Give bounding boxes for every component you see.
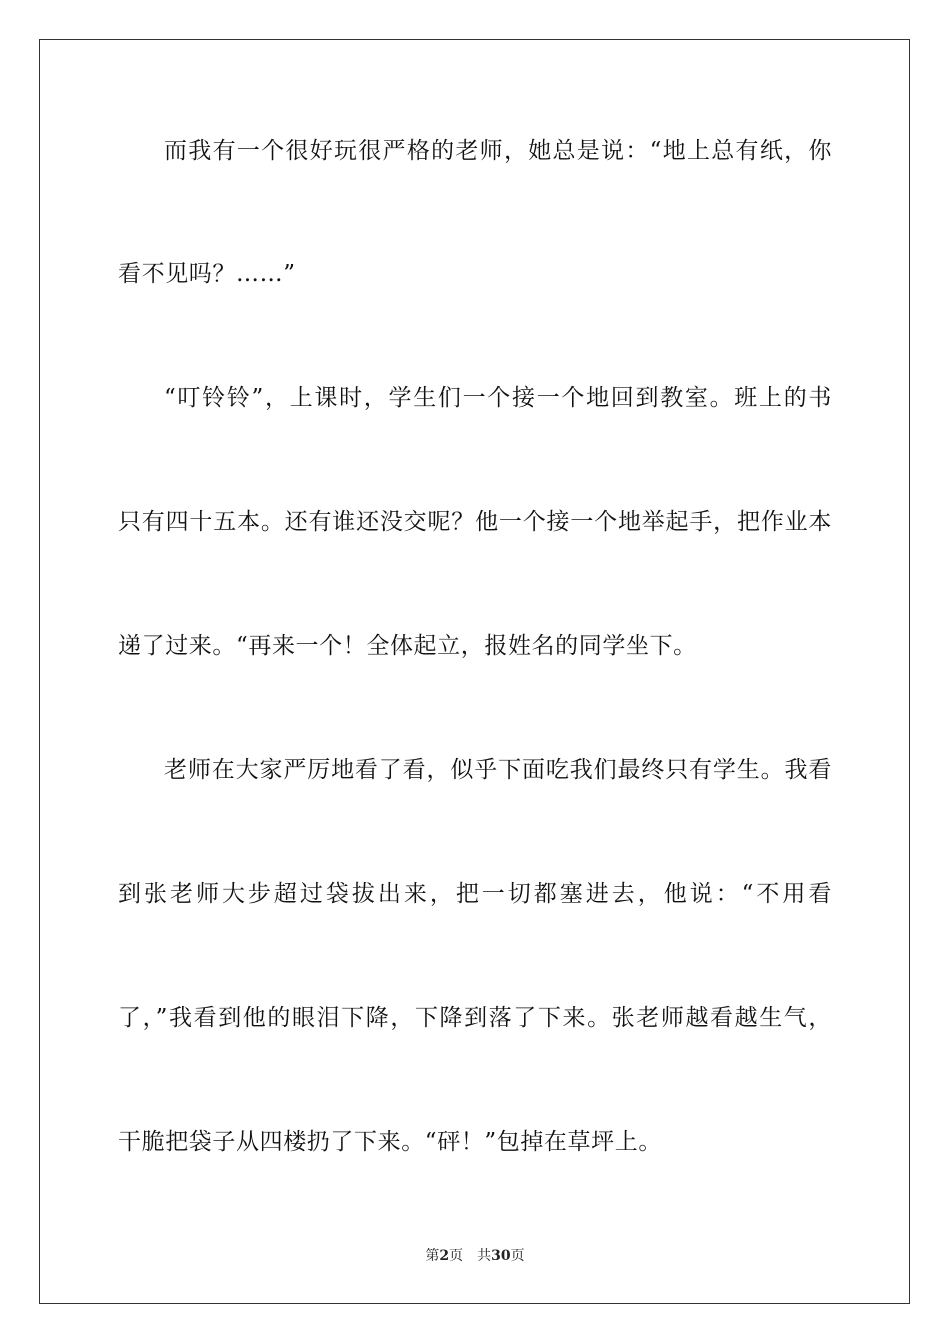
- paragraph-2-line-2: 只有四十五本。还有谁还没交呢？他一个接一个地举起手，把作业本: [118, 509, 832, 535]
- page-prefix: 第: [425, 1248, 440, 1264]
- paragraph-2-line-3: 递了过来。“再来一个！全体起立，报姓名的同学坐下。: [118, 633, 697, 659]
- paragraph-3-line-1: 老师在大家严厉地看了看，似乎下面吃我们最终只有学生。我看: [164, 757, 832, 783]
- paragraph-1-line-1: 而我有一个很好玩很严格的老师，她总是说：“地上总有纸，你: [164, 138, 832, 164]
- paragraph-3-line-3: 了，”我看到他的眼泪下降，下降到落了下来。张老师越看越生气，: [118, 1005, 832, 1031]
- total-unit: 页: [510, 1248, 525, 1264]
- total-prefix: 共: [477, 1248, 492, 1264]
- paragraph-1-line-2: 看不见吗？……”: [118, 261, 296, 287]
- page-border: [39, 39, 910, 1304]
- page-footer: [0, 1247, 950, 1265]
- page-total: 30: [491, 1248, 511, 1264]
- paragraph-3-line-4: 干脆把袋子从四楼扔了下来。“砰！”包掉在草坪上。: [118, 1129, 662, 1155]
- paragraph-3-line-2: 到张老师大步超过袋拔出来，把一切都塞进去，他说：“不用看: [118, 881, 832, 907]
- page-number: 2: [439, 1248, 450, 1264]
- paragraph-2-line-1: “叮铃铃”，上课时，学生们一个接一个地回到教室。班上的书: [164, 385, 832, 411]
- page-unit: 页: [449, 1248, 464, 1264]
